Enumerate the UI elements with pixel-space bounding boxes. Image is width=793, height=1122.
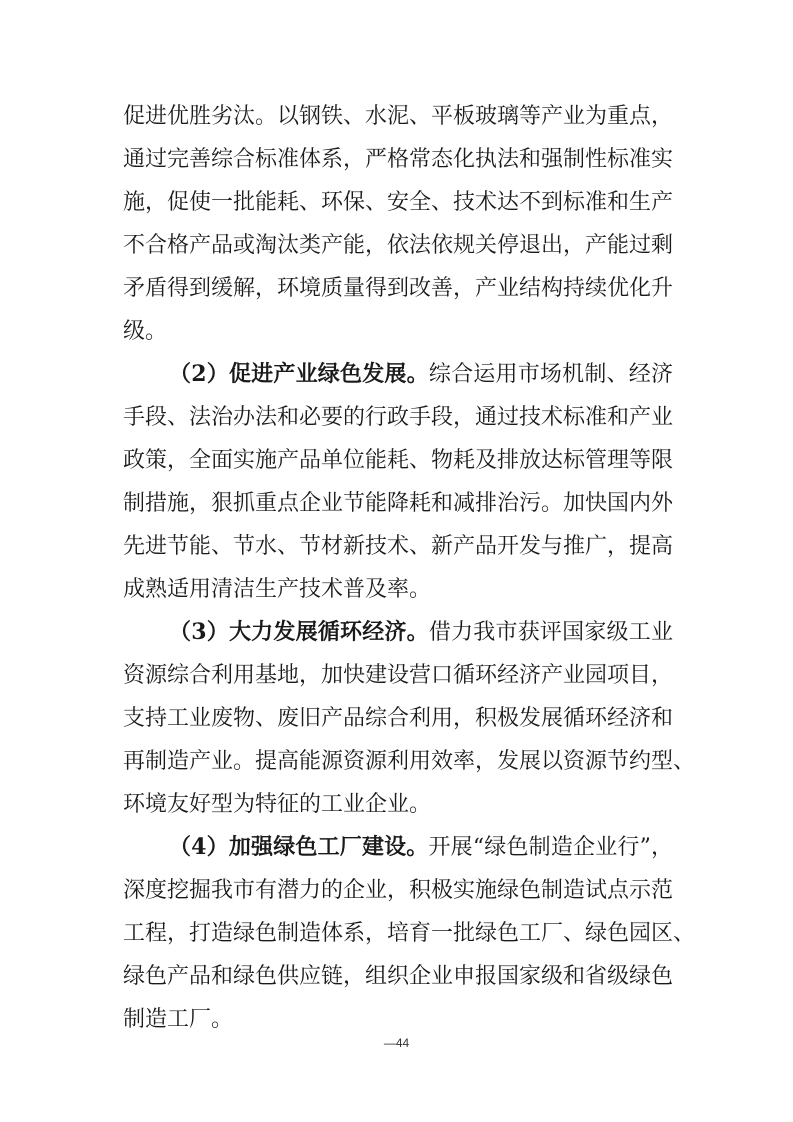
text-line: 再制造产业。提高能源资源利用效率，发展以资源节约型、	[123, 749, 696, 774]
text-line: 深度挖掘我市有潜力的企业，积极实施绿色制造试点示范	[123, 878, 674, 903]
paragraph-4	[123, 826, 696, 1041]
text-line: 施，促使一批能耗、环保、安全、技术达不到标准和生产	[123, 190, 674, 215]
paragraph-3	[123, 611, 696, 826]
text-line: 环境友好型为特征的工业企业。	[123, 792, 432, 817]
text-line: 支持工业废物、废旧产品综合利用，积极发展循环经济和	[123, 706, 674, 731]
text-line: 绿色产品和绿色供应链，组织企业申报国家级和省级绿色	[123, 964, 674, 989]
text-line: 级。	[123, 319, 168, 344]
text-line: 促进优胜劣汰。以钢铁、水泥、平板玻璃等产业为重点，	[123, 104, 674, 129]
text-line: 成熟适用清洁生产技术普及率。	[123, 577, 432, 602]
text-line: 制造工厂。	[123, 1007, 234, 1032]
paragraph-first-line	[123, 611, 673, 654]
text-line: 通过完善综合标准体系，严格常态化执法和强制性标准实	[123, 147, 674, 172]
page-number: —44	[383, 1036, 410, 1050]
text-line: 先进节能、节水、节材新技术、新产品开发与推广，提高	[123, 534, 674, 559]
paragraph-1	[123, 95, 673, 353]
paragraph-2	[123, 353, 673, 611]
text-line: 政策，全面实施产品单位能耗、物耗及排放达标管理等限	[123, 448, 674, 473]
text-span: 综合运用市场机制、经济	[428, 362, 673, 387]
text-line: 制措施，狠抓重点企业节能降耗和减排治污。加快国内外	[123, 491, 674, 516]
text-line: 工程，打造绿色制造体系，培育一批绿色工厂、绿色园区、	[123, 921, 696, 946]
document-body	[123, 95, 696, 1041]
text-line: 手段、法治办法和必要的行政手段，通过技术标准和产业	[123, 405, 674, 430]
text-line: 矛盾得到缓解，环境质量得到改善，产业结构持续优化升	[123, 276, 674, 301]
paragraph-first-line	[123, 826, 673, 869]
section-heading: （2）促进产业绿色发展。	[169, 361, 429, 387]
section-heading: （4）加强绿色工厂建设。	[169, 834, 429, 860]
text-span: 开展“绿色制造企业行”，	[428, 835, 673, 860]
text-line: 不合格产品或淘汰类产能，依法依规关停退出，产能过剩	[123, 233, 674, 258]
paragraph-first-line	[123, 353, 673, 396]
section-heading: （3）大力发展循环经济。	[169, 619, 429, 645]
text-line: 资源综合利用基地，加快建设营口循环经济产业园项目，	[123, 663, 674, 688]
text-span: 借力我市获评国家级工业	[428, 620, 673, 645]
